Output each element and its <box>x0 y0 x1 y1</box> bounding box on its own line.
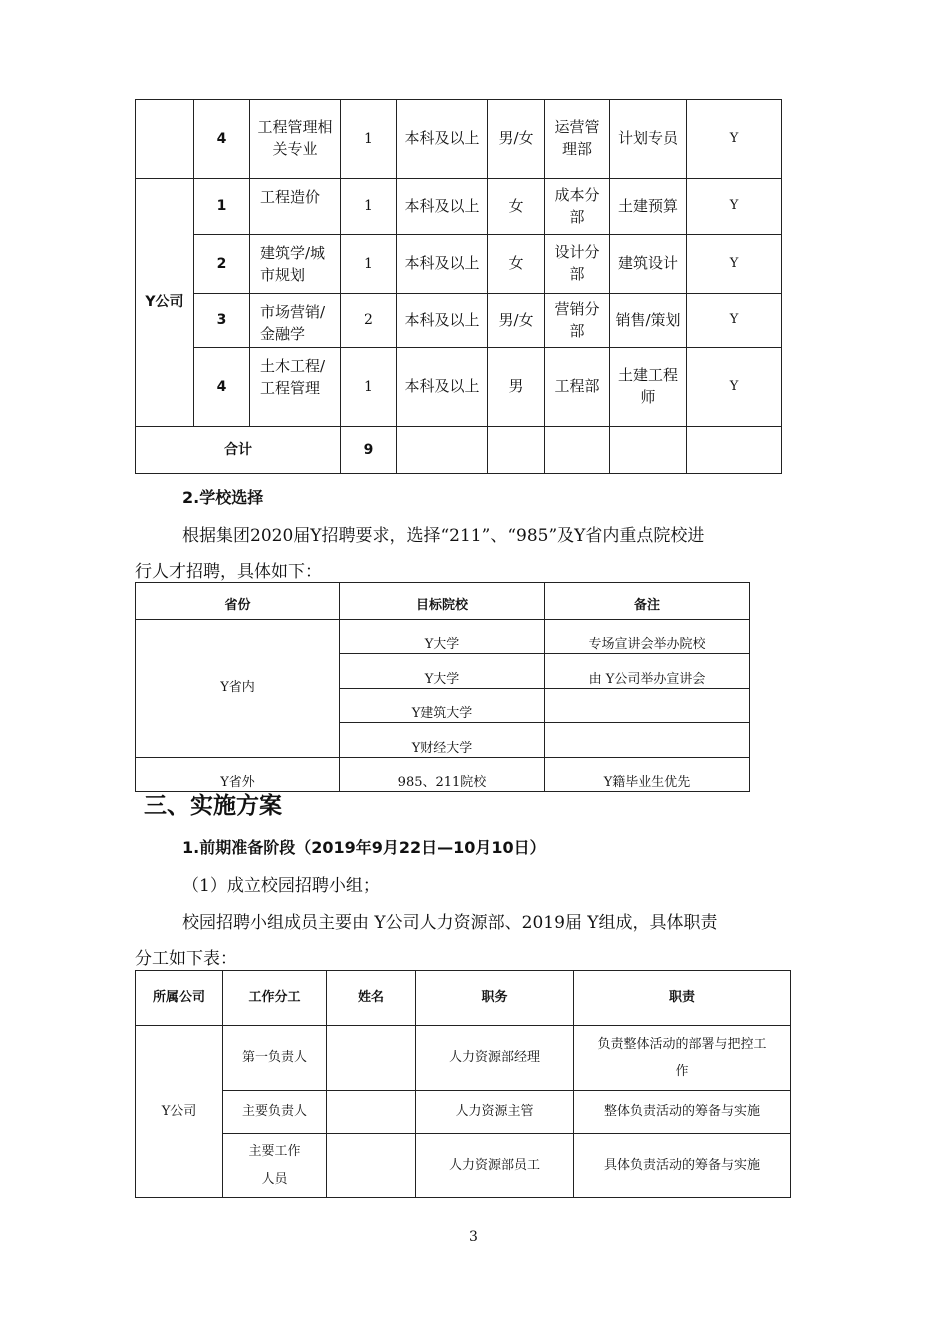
table-row <box>136 1091 791 1134</box>
table-row <box>136 294 782 348</box>
positions-table <box>135 99 782 474</box>
role-line: 人员 <box>261 1171 288 1187</box>
table-row <box>136 1026 791 1091</box>
gender-cell: 女 <box>488 235 545 294</box>
gender-cell: 男/女 <box>488 294 545 348</box>
table-row <box>136 348 782 427</box>
rank-cell: 3 <box>194 294 250 348</box>
header-province: 省份 <box>136 583 340 620</box>
implementation-heading: 三、实施方案 <box>144 793 282 819</box>
duty-line: 作 <box>675 1064 689 1079</box>
school-cell: Y大学 <box>340 620 545 654</box>
empty-cell <box>687 427 782 474</box>
total-label: 合计 <box>136 427 341 474</box>
empty-cell <box>397 427 488 474</box>
post-cell: 计划专员 <box>610 100 687 179</box>
team-paragraph-line2: 分工如下表： <box>135 949 237 969</box>
education-cell: 本科及以上 <box>397 348 488 427</box>
item-1-text: （1）成立校园招聘小组； <box>182 876 380 896</box>
major-cell: 工程造价 <box>250 179 341 235</box>
school-cell: 985、211院校 <box>340 758 545 792</box>
rank-cell: 4 <box>194 100 250 179</box>
team-paragraph-line1: 校园招聘小组成员主要由 Y公司人力资源部、2019届 Y组成，具体职责 <box>182 913 718 933</box>
role-cell: 主要负责人 <box>223 1091 327 1134</box>
header-title: 职务 <box>416 971 574 1026</box>
school-selection-paragraph-line1: 根据集团2020届Y招聘要求，选择“211”、“985”及Y省内重点院校进 <box>182 526 705 546</box>
table-row <box>136 1134 791 1198</box>
company-cell: Y公司 <box>136 1026 223 1198</box>
table-header-row <box>136 971 791 1026</box>
school-cell: Y财经大学 <box>340 723 545 758</box>
name-cell <box>327 1091 416 1134</box>
department-cell: 运营管理部 <box>545 100 610 179</box>
count-cell: 1 <box>341 100 397 179</box>
province-cell: Y省外 <box>136 758 340 792</box>
company-cell: Y公司 <box>136 179 194 427</box>
count-cell: 1 <box>341 348 397 427</box>
department-cell: 工程部 <box>545 348 610 427</box>
header-name: 姓名 <box>327 971 416 1026</box>
table-row <box>136 100 782 179</box>
count-cell: 1 <box>341 179 397 235</box>
note-cell <box>545 723 750 758</box>
table-row <box>136 179 782 235</box>
empty-cell <box>488 427 545 474</box>
school-cell: Y建筑大学 <box>340 689 545 723</box>
education-cell: 本科及以上 <box>397 294 488 348</box>
department-cell: 成本分部 <box>545 179 610 235</box>
school-cell: Y大学 <box>340 654 545 689</box>
department-cell: 设计分部 <box>545 235 610 294</box>
table-row <box>136 235 782 294</box>
team-table <box>135 970 791 1198</box>
education-cell: 本科及以上 <box>397 179 488 235</box>
name-cell <box>327 1134 416 1198</box>
gender-cell: 女 <box>488 179 545 235</box>
education-cell: 本科及以上 <box>397 235 488 294</box>
title-cell: 人力资源部经理 <box>416 1026 574 1091</box>
note-cell <box>545 689 750 723</box>
header-company: 所属公司 <box>136 971 223 1026</box>
preparation-stage-heading: 1.前期准备阶段（2019年9月22日—10月10日） <box>182 838 546 857</box>
total-row <box>136 427 782 474</box>
role-cell: 第一负责人 <box>223 1026 327 1091</box>
total-value: 9 <box>341 427 397 474</box>
duty-line: 负责整体活动的部署与把控工 <box>597 1036 767 1052</box>
gender-cell: 男 <box>488 348 545 427</box>
name-cell <box>327 1026 416 1091</box>
department-cell: 营销分部 <box>545 294 610 348</box>
rank-cell: 1 <box>194 179 250 235</box>
major-cell: 建筑学/城市规划 <box>250 235 341 294</box>
empty-cell <box>610 427 687 474</box>
duty-cell <box>574 1026 791 1091</box>
empty-cell <box>545 427 610 474</box>
table-header-row <box>136 583 750 620</box>
company-cell <box>136 100 194 179</box>
note-cell: 由 Y公司举办宣讲会 <box>545 654 750 689</box>
count-cell: 1 <box>341 235 397 294</box>
post-cell: 土建预算 <box>610 179 687 235</box>
post-cell: 土建工程师 <box>610 348 687 427</box>
role-cell <box>223 1134 327 1198</box>
rank-cell: 2 <box>194 235 250 294</box>
schools-table <box>135 582 750 792</box>
count-cell: 2 <box>341 294 397 348</box>
header-role: 工作分工 <box>223 971 327 1026</box>
table-row <box>136 620 750 654</box>
note-cell: 专场宣讲会举办院校 <box>545 620 750 654</box>
duty-cell: 整体负责活动的筹备与实施 <box>574 1091 791 1134</box>
province-cell: Y省内 <box>136 620 340 758</box>
duty-cell: 具体负责活动的筹备与实施 <box>574 1134 791 1198</box>
post-cell: 销售/策划 <box>610 294 687 348</box>
note-cell: Y <box>687 100 782 179</box>
title-cell: 人力资源主管 <box>416 1091 574 1134</box>
education-cell: 本科及以上 <box>397 100 488 179</box>
title-cell: 人力资源部员工 <box>416 1134 574 1198</box>
note-cell: Y籍毕业生优先 <box>545 758 750 792</box>
major-cell: 工程管理相关专业 <box>250 100 341 179</box>
gender-cell: 男/女 <box>488 100 545 179</box>
note-cell: Y <box>687 235 782 294</box>
school-selection-paragraph-line2: 行人才招聘，具体如下： <box>135 562 322 582</box>
header-duty: 职责 <box>574 971 791 1026</box>
rank-cell: 4 <box>194 348 250 427</box>
page-number: 3 <box>469 1229 478 1245</box>
header-school: 目标院校 <box>340 583 545 620</box>
note-cell: Y <box>687 179 782 235</box>
school-selection-heading: 2.学校选择 <box>182 488 264 507</box>
major-cell: 土木工程/工程管理 <box>250 348 341 427</box>
note-cell: Y <box>687 348 782 427</box>
header-note: 备注 <box>545 583 750 620</box>
post-cell: 建筑设计 <box>610 235 687 294</box>
major-cell: 市场营销/金融学 <box>250 294 341 348</box>
role-line: 主要工作 <box>248 1144 301 1160</box>
note-cell: Y <box>687 294 782 348</box>
